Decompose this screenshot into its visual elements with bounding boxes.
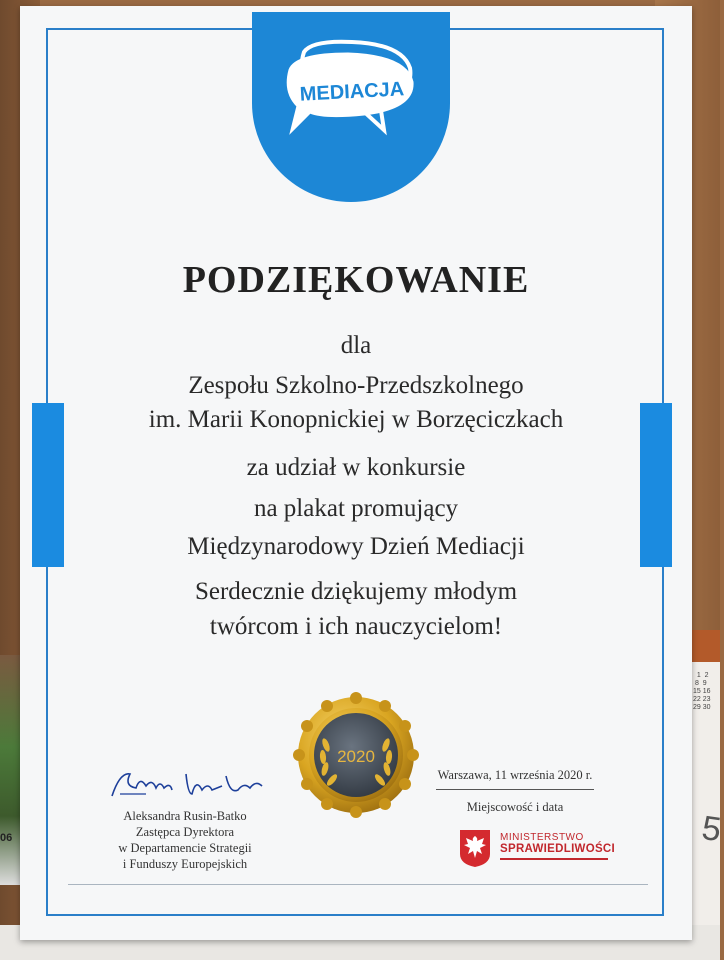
signature-icon <box>100 764 270 804</box>
place-date-label: Miejscowość i data <box>466 800 564 814</box>
signatory-role: Zastępca Dyrektora <box>135 825 235 839</box>
signatory-department-2: i Funduszy Europejskich <box>122 857 248 871</box>
ministry-line-1: MINISTERSTWO <box>500 832 584 843</box>
signature-block <box>80 764 290 872</box>
background-calendar-header <box>690 630 720 662</box>
reason-line-1: za udział w konkursie <box>246 454 466 481</box>
medal-year: 2020 <box>337 747 375 766</box>
reason-line-2: na plakat promujący <box>253 495 459 522</box>
recipient-line-1: Zespołu Szkolno-Przedszkolnego <box>188 372 524 399</box>
mediacja-badge <box>252 12 450 202</box>
ministry-logo <box>458 828 618 868</box>
background-calendar-numbers: 1 2 8 9 15 16 22 23 29 30 <box>693 672 711 711</box>
place-date-value: Warszawa, 11 września 2020 r. <box>437 768 593 782</box>
thanks-line-1: Serdecznie dziękujemy młodym <box>194 578 518 605</box>
signatory-name: Aleksandra Rusin-Batko <box>123 809 247 823</box>
medal-2020-icon <box>295 694 417 816</box>
reason-line-3: Międzynarodowy Dzień Mediacji <box>187 533 525 560</box>
thanks-line-2: twórcom i ich nauczycielom! <box>209 613 503 640</box>
text-line-dla: dla <box>340 332 372 359</box>
mediacja-logo-icon <box>252 12 450 202</box>
logo-text: MEDIACJA <box>299 78 405 106</box>
background-handwriting: 5 <box>699 808 724 850</box>
place-date-rule <box>436 789 594 790</box>
place-date-block <box>430 768 600 815</box>
ministry-rule <box>500 858 608 860</box>
signatory-department-1: w Departamencie Strategii <box>118 841 252 855</box>
polish-eagle-icon <box>458 828 492 868</box>
background-poster-strip: 06 <box>0 655 22 885</box>
recipient-line-2: im. Marii Konopnickiej w Borzęciczkach <box>148 406 564 433</box>
ministry-line-2: SPRAWIEDLIWOŚCI <box>500 843 616 855</box>
bottom-inner-rule <box>68 884 648 885</box>
certificate-title: PODZIĘKOWANIE <box>182 259 530 301</box>
certificate-sheet <box>20 6 692 940</box>
